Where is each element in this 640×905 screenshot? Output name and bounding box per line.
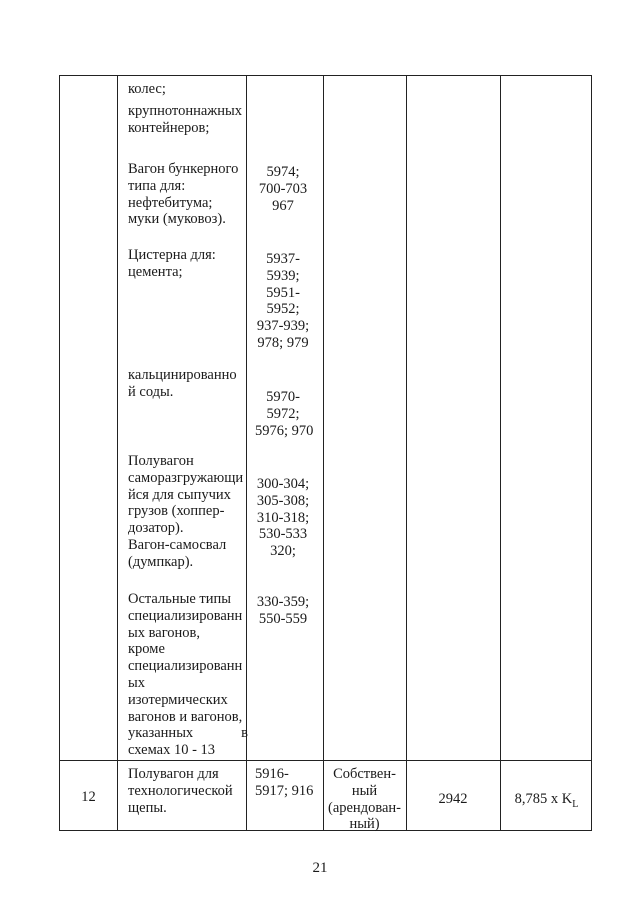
series-codes: 5916- 5917; 916 [255,766,314,799]
cell-text: Полувагон саморазгружающи йся для сыпучих грузов (хоппер- дозатор). Вагон-самосвал (думпкар). [128,453,244,570]
column-divider-5 [500,76,501,830]
page-number: 21 [312,860,328,876]
cell-text: Цистерна для: цемента; [128,247,216,280]
column-divider-4 [406,76,407,830]
column-divider-1 [117,76,118,830]
series-codes: 5970- 5972; 5976; 970 [255,389,314,439]
series-codes: 5937- 5939; 5951- 5952; 937-939; 978; 979 [256,251,310,351]
ownership-type: Собствен- ный (арендован- ный) [327,766,402,833]
cell-text: Вагон бункерного типа для: нефтебитума; муки (муковоз). [128,161,239,228]
cell-text: Остальные типы специализированн ых вагонов, кроме специализированн ых изотермических вагонов и вагонов, указанных в схемах 10 - 13 [128,591,248,759]
column-divider-3 [323,76,324,830]
row-number: 12 [81,789,96,805]
cell-text: кальцинированно й соды. [128,367,237,400]
series-codes: 300-304; 305-308; 310-318; 530-533 320; [256,476,310,560]
series-codes: 5974; 700-703 967 [258,164,308,214]
wagon-name: Полувагон для технологической щепы. [128,766,233,816]
cell-text: крупнотоннажных контейнеров; [128,103,243,136]
coefficient: 8,785 х $K_L$ [514,791,579,810]
tariff-table [59,75,592,831]
series-codes: 330-359; 550-559 [256,594,310,627]
row-divider [60,760,591,761]
cell-text: колес; [128,81,166,97]
tariff-value: 2942 [438,791,468,807]
